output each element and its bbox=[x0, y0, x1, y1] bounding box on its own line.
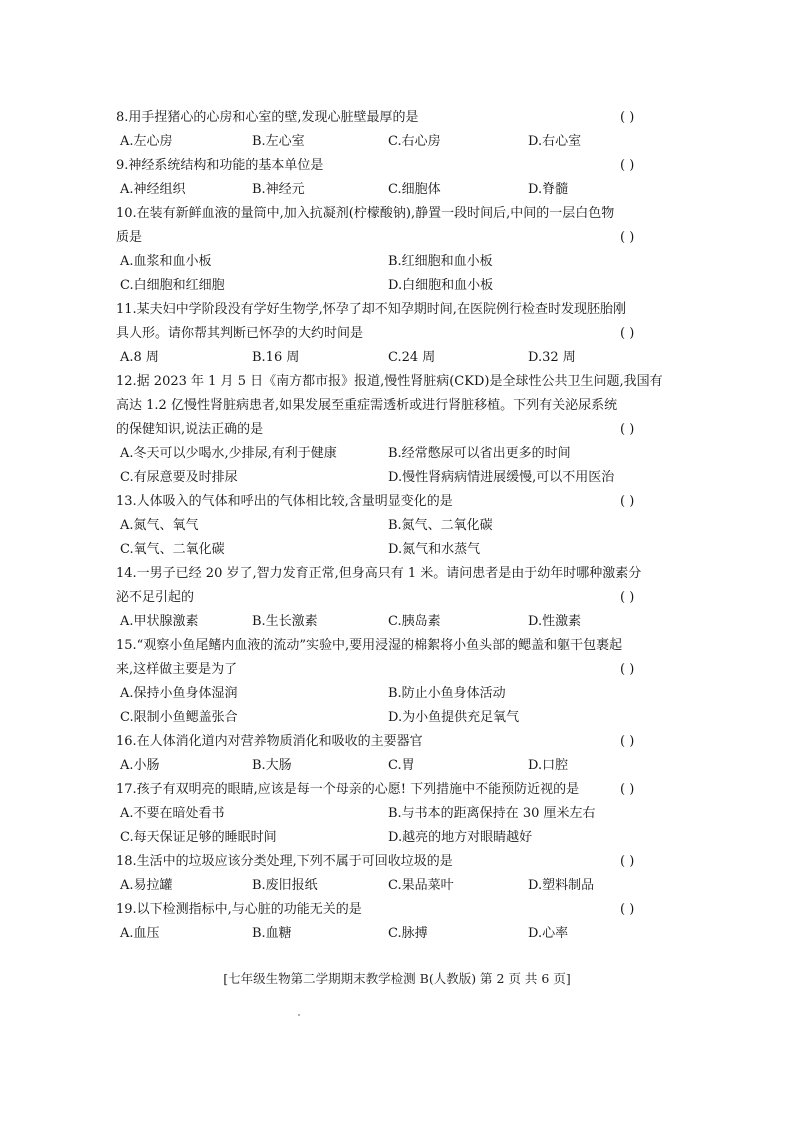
answer-option: D.为小鱼提供充足氧气 bbox=[388, 710, 520, 725]
answer-option: A.血浆和血小板 bbox=[120, 254, 212, 269]
question-stem-line bbox=[116, 298, 672, 322]
answer-option: C.每天保证足够的睡眠时间 bbox=[120, 830, 277, 845]
answer-option: D.氮气和水蒸气 bbox=[388, 542, 481, 557]
answer-option: D.心率 bbox=[528, 926, 569, 941]
answer-option: C.右心房 bbox=[388, 134, 441, 149]
answer-option: B.16 周 bbox=[252, 350, 300, 365]
option-row bbox=[116, 466, 672, 490]
answer-option: C.24 周 bbox=[388, 350, 436, 365]
answer-bracket: ( ) bbox=[620, 734, 635, 749]
question-block bbox=[116, 298, 672, 370]
answer-bracket: ( ) bbox=[620, 158, 635, 173]
answer-option: B.氮气、二氧化碳 bbox=[388, 518, 493, 533]
question-block bbox=[116, 562, 672, 634]
scan-speck bbox=[298, 1014, 300, 1016]
question-stem-line bbox=[116, 418, 672, 442]
question-stem-line bbox=[116, 898, 672, 922]
answer-bracket: ( ) bbox=[620, 422, 635, 437]
option-row bbox=[116, 250, 672, 274]
option-row bbox=[116, 346, 672, 370]
question-block bbox=[116, 370, 672, 490]
question-block bbox=[116, 778, 672, 850]
question-stem-line bbox=[116, 370, 672, 394]
option-row bbox=[116, 610, 672, 634]
question-stem-text: 14.一男子已经 20 岁了,智力发育正常,但身高只有 1 米。请问患者是由于幼年时哪种激素分 bbox=[116, 566, 642, 581]
question-stem-text: 高达 1.2 亿慢性肾脏病患者,如果发展至重症需透析或进行肾脏移植。下列有关泌尿系统 bbox=[116, 398, 618, 413]
answer-option: C.氧气、二氧化碳 bbox=[120, 542, 225, 557]
answer-option: D.性激素 bbox=[528, 614, 582, 629]
question-block bbox=[116, 634, 672, 730]
question-block bbox=[116, 106, 672, 154]
question-stem-line bbox=[116, 658, 672, 682]
question-stem-text: 12.据 2023 年 1 月 5 日《南方都市报》报道,慢性肾脏病(CKD)是全球性公共卫生问题,我国有 bbox=[116, 374, 663, 389]
question-stem-text: 17.孩子有双明亮的眼睛,应该是每一个母亲的心愿! 下列措施中不能预防近视的是 bbox=[116, 782, 580, 797]
question-stem-text: 13.人体吸入的气体和呼出的气体相比较,含量明显变化的是 bbox=[116, 494, 453, 509]
answer-option: D.脊髓 bbox=[528, 182, 569, 197]
option-row bbox=[116, 922, 672, 946]
question-stem-text: 15.“观察小鱼尾鳍内血液的流动”实验中,要用浸湿的棉絮将小鱼头部的鳃盖和躯干包裹起 bbox=[116, 638, 623, 653]
answer-option: C.胃 bbox=[388, 758, 415, 773]
answer-option: C.有尿意要及时排尿 bbox=[120, 470, 238, 485]
answer-bracket: ( ) bbox=[620, 494, 635, 509]
answer-option: C.限制小鱼鳃盖张合 bbox=[120, 710, 238, 725]
option-row bbox=[116, 442, 672, 466]
option-row bbox=[116, 682, 672, 706]
answer-option: B.大肠 bbox=[252, 758, 292, 773]
question-stem-text: 19.以下检测指标中,与心脏的功能无关的是 bbox=[116, 902, 362, 917]
question-stem-text: 10.在装有新鲜血液的量筒中,加入抗凝剂(柠檬酸钠),静置一段时间后,中间的一层白色物 bbox=[116, 206, 615, 221]
question-block bbox=[116, 850, 672, 898]
question-block bbox=[116, 202, 672, 298]
option-row bbox=[116, 274, 672, 298]
answer-option: B.左心室 bbox=[252, 134, 305, 149]
answer-bracket: ( ) bbox=[620, 230, 635, 245]
option-row bbox=[116, 754, 672, 778]
answer-option: B.生长激素 bbox=[252, 614, 318, 629]
question-stem-text: 具人形。请你帮其判断已怀孕的大约时间是 bbox=[116, 326, 364, 341]
question-stem-text: 9.神经系统结构和功能的基本单位是 bbox=[116, 158, 324, 173]
question-stem-line bbox=[116, 586, 672, 610]
option-row bbox=[116, 178, 672, 202]
answer-option: A.保持小鱼身体湿润 bbox=[120, 686, 238, 701]
question-stem-line bbox=[116, 154, 672, 178]
question-stem-text: 泌不足引起的 bbox=[116, 590, 195, 605]
option-row bbox=[116, 874, 672, 898]
question-block bbox=[116, 154, 672, 202]
answer-option: B.血糖 bbox=[252, 926, 292, 941]
answer-option: A.血压 bbox=[120, 926, 160, 941]
page-footer: [七年级生物第二学期期末教学检测 B(人教版) 第 2 页 共 6 页] bbox=[223, 971, 571, 986]
exam-page-content bbox=[116, 106, 672, 946]
option-row bbox=[116, 514, 672, 538]
answer-option: C.脉搏 bbox=[388, 926, 428, 941]
question-stem-text: 的保健知识,说法正确的是 bbox=[116, 422, 264, 437]
answer-bracket: ( ) bbox=[620, 662, 635, 677]
answer-option: D.塑料制品 bbox=[528, 878, 595, 893]
answer-option: A.神经组织 bbox=[120, 182, 186, 197]
answer-option: C.白细胞和红细胞 bbox=[120, 278, 225, 293]
answer-option: D.白细胞和血小板 bbox=[388, 278, 494, 293]
question-stem-line bbox=[116, 394, 672, 418]
answer-bracket: ( ) bbox=[620, 110, 635, 125]
answer-option: B.与书本的距离保持在 30 厘米左右 bbox=[388, 806, 596, 821]
answer-option: A.易拉罐 bbox=[120, 878, 173, 893]
option-row bbox=[116, 706, 672, 730]
answer-option: A.不要在暗处看书 bbox=[120, 806, 225, 821]
question-stem-text: 11.某夫妇中学阶段没有学好生物学,怀孕了却不知孕期时间,在医院例行检查时发现胚胎刚 bbox=[116, 302, 626, 317]
answer-option: D.口腔 bbox=[528, 758, 569, 773]
question-block bbox=[116, 898, 672, 946]
answer-bracket: ( ) bbox=[620, 854, 635, 869]
option-row bbox=[116, 802, 672, 826]
answer-option: A.小肠 bbox=[120, 758, 160, 773]
answer-option: C.胰岛素 bbox=[388, 614, 441, 629]
question-stem-line bbox=[116, 490, 672, 514]
option-row bbox=[116, 130, 672, 154]
answer-option: D.越亮的地方对眼睛越好 bbox=[388, 830, 533, 845]
question-block bbox=[116, 490, 672, 562]
answer-option: B.红细胞和血小板 bbox=[388, 254, 493, 269]
question-block bbox=[116, 730, 672, 778]
answer-option: B.经常憋尿可以省出更多的时间 bbox=[388, 446, 571, 461]
question-stem-line bbox=[116, 730, 672, 754]
option-row bbox=[116, 538, 672, 562]
answer-option: D.32 周 bbox=[528, 350, 576, 365]
answer-bracket: ( ) bbox=[620, 590, 635, 605]
answer-option: D.右心室 bbox=[528, 134, 582, 149]
answer-option: B.神经元 bbox=[252, 182, 305, 197]
answer-option: A.左心房 bbox=[120, 134, 173, 149]
question-stem-line bbox=[116, 106, 672, 130]
answer-option: C.果品菜叶 bbox=[388, 878, 454, 893]
question-stem-line bbox=[116, 226, 672, 250]
question-stem-text: 8.用手捏猪心的心房和心室的壁,发现心脏壁最厚的是 bbox=[116, 110, 419, 125]
question-stem-line bbox=[116, 634, 672, 658]
answer-bracket: ( ) bbox=[620, 326, 635, 341]
question-stem-text: 16.在人体消化道内对营养物质消化和吸收的主要器官 bbox=[116, 734, 423, 749]
question-stem-text: 质是 bbox=[116, 230, 143, 245]
option-row bbox=[116, 826, 672, 850]
answer-option: B.防止小鱼身体活动 bbox=[388, 686, 506, 701]
question-stem-line bbox=[116, 322, 672, 346]
answer-option: A.冬天可以少喝水,少排尿,有利于健康 bbox=[120, 446, 337, 461]
question-stem-text: 来,这样做主要是为了 bbox=[116, 662, 238, 677]
question-stem-line bbox=[116, 562, 672, 586]
question-stem-line bbox=[116, 850, 672, 874]
answer-option: D.慢性肾病病情进展缓慢,可以不用医治 bbox=[388, 470, 615, 485]
answer-option: A.8 周 bbox=[120, 350, 159, 365]
question-stem-text: 18.生活中的垃圾应该分类处理,下列不属于可回收垃圾的是 bbox=[116, 854, 453, 869]
answer-option: C.细胞体 bbox=[388, 182, 441, 197]
answer-option: A.甲状腺激素 bbox=[120, 614, 199, 629]
answer-bracket: ( ) bbox=[620, 902, 635, 917]
question-stem-line bbox=[116, 778, 672, 802]
answer-bracket: ( ) bbox=[620, 782, 635, 797]
question-stem-line bbox=[116, 202, 672, 226]
answer-option: A.氮气、氧气 bbox=[120, 518, 199, 533]
answer-option: B.废旧报纸 bbox=[252, 878, 318, 893]
